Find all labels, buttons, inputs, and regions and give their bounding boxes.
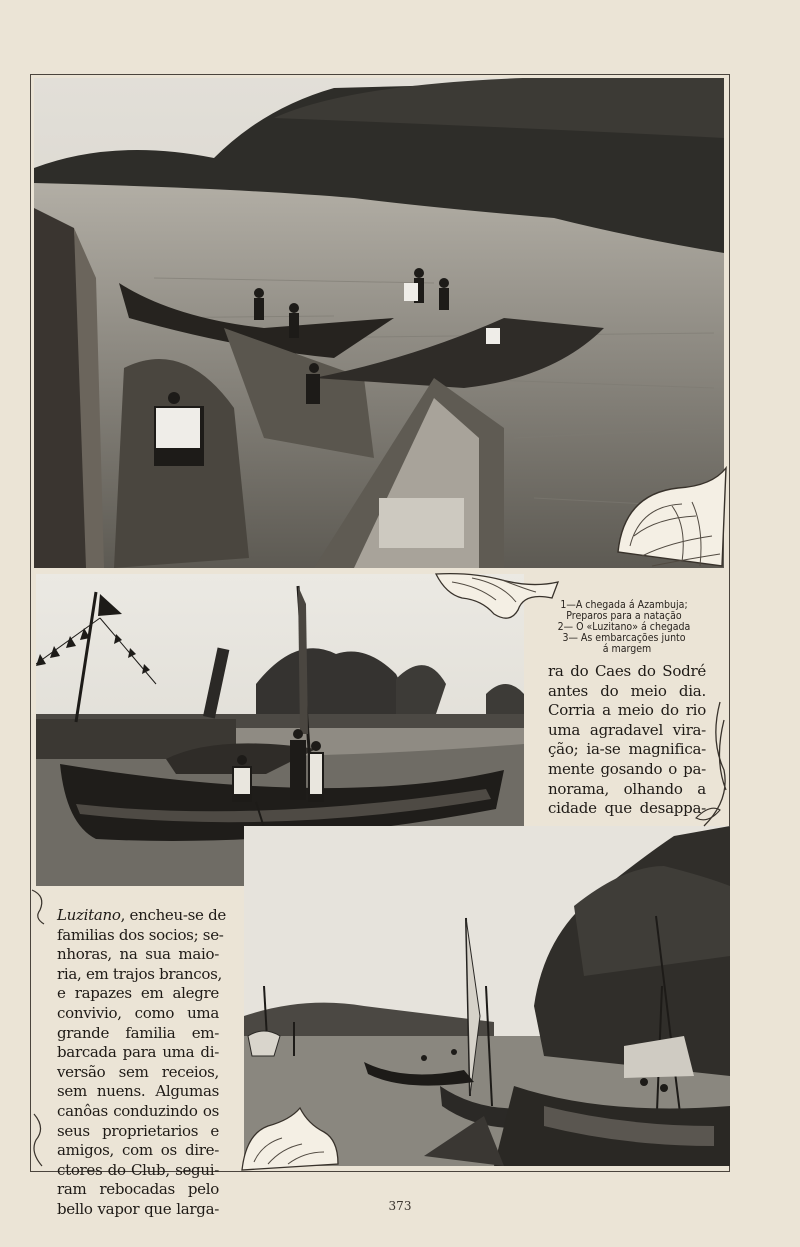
side-ornament-left-top [28,886,50,926]
text-line-first [57,906,226,926]
text-line: grande familia em- [57,1023,219,1042]
page-number: 373 [388,1199,412,1213]
text-line: ção; ia-se magnifica- [548,740,706,759]
text-line: antes do meio dia. [548,681,706,700]
article-text-right [548,662,706,819]
caption-line: á margem [602,643,652,655]
article-text-left [57,906,226,1220]
text-line: amigos, com os dire- [57,1141,219,1160]
text-line-first-rest: , encheu-se de [120,906,226,924]
text-line: seus proprietarios e [57,1121,219,1140]
text-line: Corria a meio do rio [548,701,706,720]
text-line: nhoras, na sua maio- [57,945,219,964]
caption-line: 3— As embarcações junto [562,632,686,644]
ship-name: Luzitano [57,906,121,924]
text-line: ram rebocadas pelo [57,1180,219,1199]
text-line: ctores do Club, segui- [57,1160,219,1179]
text-line: mente gosando o pa- [548,759,706,778]
text-line: barcada para uma di- [57,1043,219,1062]
text-line: cidade que desappa- [548,799,706,818]
photo-caption [534,600,714,655]
text-line: uma agradavel vira- [548,720,706,739]
side-ornament-left-bottom [28,1110,50,1170]
text-line: canôas conduzindo os [57,1101,219,1120]
text-line: norama, olhando a [548,779,706,798]
text-line: sem nuens. Algumas [57,1082,219,1101]
caption-line: Preparos para a natação [566,610,682,622]
text-line: e rapazes em alegre [57,984,219,1003]
text-line: bello vapor que larga- [57,1199,219,1218]
text-line: convivio, como uma [57,1003,219,1022]
text-line: familias dos socios; se- [57,925,224,944]
text-line: ra do Caes do Sodré [548,662,706,680]
caption-line: 2— O «Luzitano» á chegada [557,621,691,633]
caption-line: 1—A chegada á Azambuja; [560,599,688,611]
corner-ornament-photo1 [612,466,730,572]
text-line: ria, em trajos brancos, [57,964,222,983]
corner-ornament-photo3 [238,1104,342,1174]
text-line: versão sem receios, [57,1062,219,1081]
